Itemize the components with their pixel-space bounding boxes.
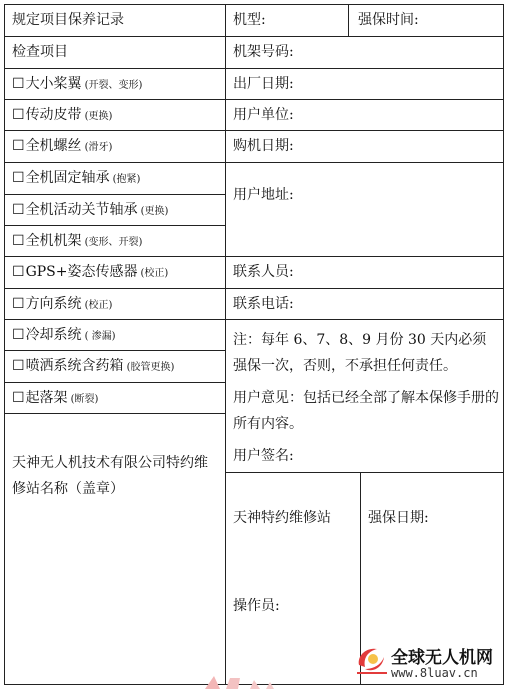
row-line	[4, 99, 226, 100]
user-unit-label: 用户单位:	[233, 107, 294, 123]
check-item-note: (抱紧)	[112, 174, 141, 185]
row-line	[225, 256, 504, 257]
row-line	[225, 472, 504, 473]
table-border-right	[503, 4, 504, 685]
row-line	[225, 162, 504, 163]
watermark-title: 全球无人机网	[391, 648, 493, 668]
row-line	[4, 256, 226, 257]
check-item-label: 喷洒系统含药箱	[25, 358, 124, 374]
check-item	[12, 357, 174, 377]
check-item-note: (更换)	[140, 206, 169, 217]
row-line	[4, 350, 226, 351]
row-line	[225, 36, 504, 37]
checkbox-icon[interactable]: ☐	[12, 358, 25, 374]
purchase-date-label: 购机日期:	[233, 138, 294, 154]
frame-number-label: 机架号码:	[233, 44, 294, 60]
check-item-note: (胶管更换)	[126, 362, 175, 373]
checkbox-icon[interactable]: ☐	[12, 76, 25, 92]
row-line	[4, 68, 226, 69]
table-border-top	[4, 4, 504, 5]
watermark-url[interactable]: www.8luav.cn	[391, 666, 478, 680]
checkbox-icon[interactable]: ☐	[12, 390, 25, 406]
warranty-date-label: 强保日期:	[368, 510, 429, 526]
site-watermark	[351, 639, 501, 683]
row-line	[4, 319, 226, 320]
contact-label: 联系人员:	[233, 264, 294, 280]
check-item-label: 全机螺丝	[25, 138, 82, 154]
company-stamp-label: 天神无人机技术有限公司特约维修站名称（盖章）	[12, 455, 208, 497]
drone-logo-icon	[353, 643, 389, 677]
check-item	[12, 326, 116, 346]
phone-label: 联系电话:	[233, 296, 294, 312]
warranty-time-label: 强保时间:	[358, 12, 419, 28]
checkbox-icon[interactable]: ☐	[12, 296, 25, 312]
checkbox-icon[interactable]: ☐	[12, 107, 25, 123]
row-line	[4, 382, 226, 383]
row-line	[4, 288, 226, 289]
checkbox-icon[interactable]: ☐	[12, 264, 25, 280]
check-item-label: 大小桨翼	[25, 76, 82, 92]
service-station-label: 天神特约维修站	[233, 510, 331, 526]
row-line	[4, 194, 226, 195]
check-item-label: GPS+姿态传感器	[25, 264, 138, 280]
user-address-label: 用户地址:	[233, 187, 294, 203]
row-line	[225, 319, 504, 320]
checkbox-icon[interactable]: ☐	[12, 170, 25, 186]
row-line	[4, 225, 226, 226]
checkbox-icon[interactable]: ☐	[12, 327, 25, 343]
warranty-note: 注：每年 6、7、8、9 月份 30 天内必须强保一次，否则，不承担任何责任。	[233, 332, 487, 374]
checkbox-icon[interactable]: ☐	[12, 233, 25, 249]
check-item	[12, 232, 142, 252]
check-item-label: 起落架	[25, 390, 68, 406]
check-item-label: 冷却系统	[25, 327, 82, 343]
row-line	[225, 130, 504, 131]
row-line	[4, 36, 226, 37]
user-opinion: 用户意见：包括已经全部了解本保修手册的所有内容。	[233, 390, 499, 432]
check-item-label: 全机固定轴承	[25, 170, 110, 186]
row-line	[4, 130, 226, 131]
check-item	[12, 201, 168, 221]
check-item-note: (滑牙)	[84, 142, 113, 153]
check-item	[12, 106, 112, 126]
check-item-note: ( 渗漏)	[84, 331, 116, 342]
table-border-left	[4, 4, 5, 685]
check-item	[12, 295, 112, 315]
row-line	[225, 68, 504, 69]
form-title: 规定项目保养记录	[12, 12, 124, 28]
check-item-label: 全机活动关节轴承	[25, 202, 138, 218]
user-signature-label: 用户签名:	[233, 448, 294, 464]
check-item	[12, 75, 142, 95]
check-item-label: 传动皮带	[25, 107, 82, 123]
check-item	[12, 137, 112, 157]
model-label: 机型:	[233, 12, 266, 28]
operator-label: 操作员:	[233, 598, 280, 614]
check-item-note: (更换)	[84, 111, 113, 122]
factory-date-label: 出厂日期:	[233, 76, 294, 92]
check-item-note: (变形、开裂)	[84, 237, 143, 248]
checkbox-icon[interactable]: ☐	[12, 138, 25, 154]
row-line	[4, 413, 226, 414]
check-items-header: 检查项目	[12, 44, 68, 60]
row-line	[225, 288, 504, 289]
row-line	[225, 99, 504, 100]
check-item-note: (校正)	[140, 268, 169, 279]
check-item	[12, 389, 98, 409]
check-item-label: 方向系统	[25, 296, 82, 312]
table-divider-middle	[225, 4, 226, 685]
check-item-note: (校正)	[84, 300, 113, 311]
check-item	[12, 263, 168, 283]
check-item-note: (断裂)	[70, 394, 99, 405]
check-item	[12, 169, 140, 189]
checkbox-icon[interactable]: ☐	[12, 202, 25, 218]
red-stamp-fragment	[200, 672, 280, 689]
row-line	[4, 162, 226, 163]
check-item-note: (开裂、变形)	[84, 80, 143, 91]
check-item-label: 全机机架	[25, 233, 82, 249]
header-divider	[348, 4, 349, 37]
